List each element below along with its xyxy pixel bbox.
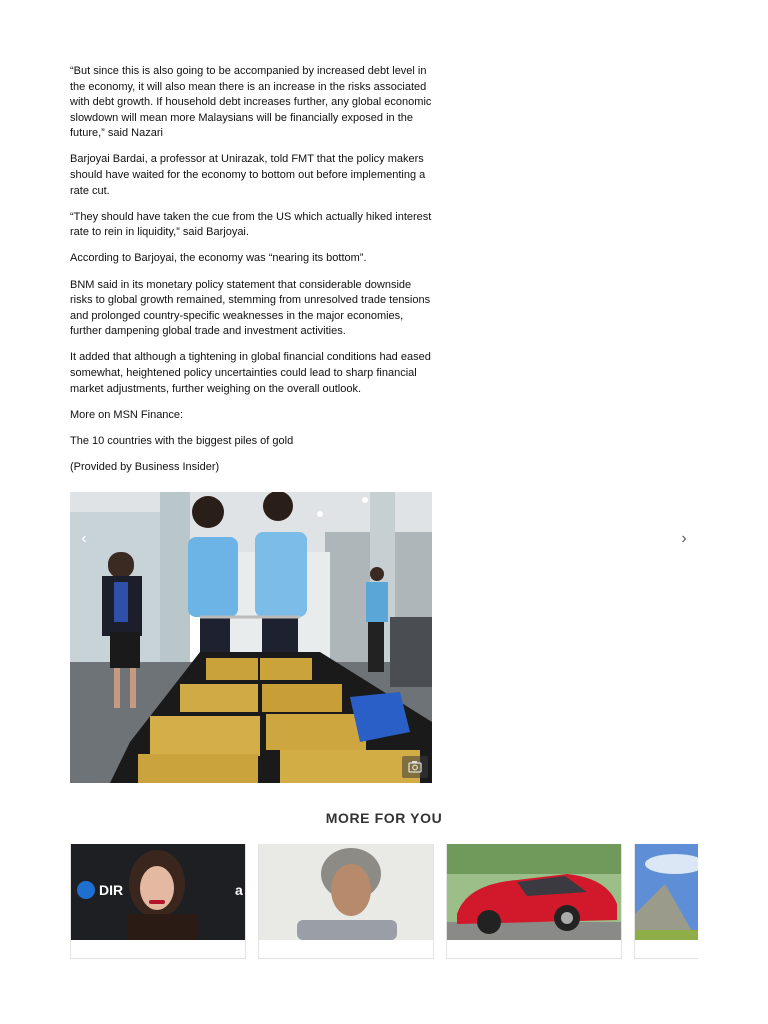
more-on-msn-label: More on MSN Finance: xyxy=(70,408,184,421)
slideshow-prev-button[interactable]: ‹ xyxy=(81,530,87,547)
provided-by-credit: (Provided by Business Insider) xyxy=(70,460,220,473)
more-for-you-card-2[interactable] xyxy=(258,844,434,959)
paragraph-financial-conditions: It added that although a tightening in global financial conditions had eased somewhat, heightened policy uncertainties could lead to sharp financial market adjustments, further weighing on the overall outlook. xyxy=(70,351,431,395)
gold-bars-photo xyxy=(70,492,432,783)
slideshow-next-button[interactable]: › xyxy=(681,530,687,547)
paragraph-barjoyai-intro: Barjoyai Bardai, a professor at Unirazak, told FMT that the policy makers should have waited for the economy to bottom out before implementing a rate cut. xyxy=(70,153,426,197)
camera-icon xyxy=(402,756,428,778)
card-1-logo-text-right: a xyxy=(235,882,243,898)
card-2-thumbnail xyxy=(259,844,433,940)
paragraph-economy-bottom: According to Barjoyai, the economy was “nearing its bottom”. xyxy=(70,252,367,265)
article-body xyxy=(70,64,436,486)
card-4-thumbnail xyxy=(635,844,698,940)
paragraph-barjoyai-quote: “They should have taken the cue from the US which actually hiked interest rate to rein in liquidity,” said Barjoyai. xyxy=(70,210,432,239)
more-for-you-heading: MORE FOR YOU xyxy=(325,810,443,826)
more-for-you-card-4[interactable] xyxy=(634,844,698,959)
more-for-you-carousel xyxy=(70,844,698,960)
card-1-thumbnail xyxy=(71,844,245,940)
slideshow-image[interactable] xyxy=(70,492,432,783)
paragraph-bnm-statement: BNM said in its monetary policy statement that considerable downside risks to global growth remained, stemming from unresolved trade tensions and prolonged country-specific weaknesses in the major economies, further dampening global trade and investment activities. xyxy=(70,278,431,338)
card-1-logo-text: DIR xyxy=(99,882,124,898)
card-3-thumbnail xyxy=(447,844,621,940)
more-for-you-card-3[interactable] xyxy=(446,844,622,959)
slideshow-title: The 10 countries with the biggest piles of gold xyxy=(70,434,294,447)
paragraph-nazari-quote: “But since this is also going to be accompanied by increased debt level in the economy, it will also mean there is an increase in the risks associated with debt growth. If household debt increases further, any global economic slowdown will mean more Malaysians will be financially exposed in the future,” said Nazari xyxy=(70,65,432,140)
more-for-you-card-1[interactable] xyxy=(70,844,246,959)
